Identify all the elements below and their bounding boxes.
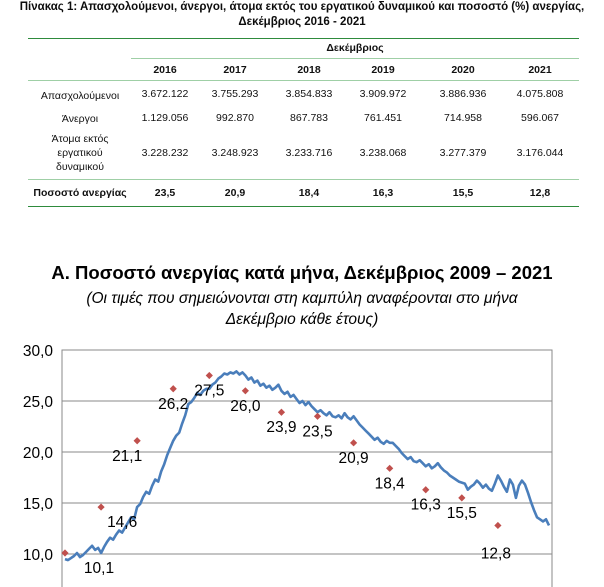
data-label: 12,8 (480, 545, 511, 563)
data-label: 14,6 (107, 514, 138, 532)
row-label: Απασχολούμενοι (40, 90, 120, 102)
december-marker (206, 372, 213, 379)
y-tick-label: 30,0 (22, 343, 53, 360)
december-marker (422, 486, 429, 493)
year-header: 2017 (223, 64, 247, 76)
row-label: Άτομα εκτός (51, 133, 109, 145)
year-header: 2018 (297, 64, 321, 76)
table-cell: 714.958 (444, 112, 482, 124)
year-header: 2016 (153, 64, 177, 76)
y-tick-label: 15,0 (22, 496, 53, 513)
chart-title: Α. Ποσοστό ανεργίας κατά μήνα, Δεκέμβριος 2009 – 2021 (51, 262, 553, 283)
data-label: 21,1 (112, 447, 143, 465)
table-caption (0, 0, 604, 30)
unemployment-line-chart (0, 330, 604, 587)
table-cell: 15,5 (452, 187, 474, 199)
rate-rule (28, 179, 579, 180)
group-header-rule (131, 58, 579, 59)
december-marker (386, 465, 393, 472)
table-top-rule (28, 38, 579, 39)
plot-frame (62, 350, 552, 587)
chart-subtitle-line1: (Οι τιμές που σημειώνονται στη καμπύλη αναφέρονται στο μήνα (86, 290, 518, 307)
table-cell: 3.886.936 (439, 88, 487, 100)
row-label: εργατικού (57, 147, 103, 159)
group-header: Δεκέμβριος (326, 42, 384, 54)
table-cell: 596.067 (521, 112, 559, 124)
table-cell: 761.451 (364, 112, 402, 124)
year-header: 2020 (451, 64, 475, 76)
december-marker (134, 437, 141, 444)
table-cell: 1.129.056 (141, 112, 189, 124)
table-cell: 3.277.379 (439, 147, 487, 159)
table-cell: 3.233.716 (285, 147, 333, 159)
data-label: 26,0 (230, 397, 261, 415)
table-cell: 3.755.293 (211, 88, 259, 100)
december-marker (458, 494, 465, 501)
table-cell: 3.854.833 (285, 88, 333, 100)
december-marker (97, 503, 104, 510)
data-label: 26,2 (158, 395, 189, 413)
table-cell: 18,4 (298, 187, 320, 199)
table-cell: 3.909.972 (359, 88, 407, 100)
december-marker (242, 387, 249, 394)
year-header: 2021 (528, 64, 552, 76)
december-marker (494, 522, 501, 529)
data-label: 16,3 (410, 496, 441, 514)
table-cell: 16,3 (372, 187, 394, 199)
data-label: 10,1 (83, 559, 115, 577)
table-cell: 4.075.808 (516, 88, 564, 100)
row-label: Άνεργοι (61, 113, 99, 125)
row-label: δυναμικού (56, 161, 104, 173)
december-marker (278, 409, 285, 416)
data-label: 23,5 (302, 423, 333, 441)
y-tick-label: 25,0 (22, 394, 53, 411)
table-cell: 992.870 (216, 112, 254, 124)
table-bottom-rule (28, 206, 579, 207)
table-cell: 3.238.068 (359, 147, 407, 159)
december-marker (170, 385, 177, 392)
header-rule (28, 80, 579, 81)
table-caption-line1: Πίνακας 1: Απασχολούμενοι, άνεργοι, άτομα εκτός του εργατικού δυναμικού και ποσοστό (%) ανεργίας, (19, 1, 585, 13)
series-line (65, 371, 549, 563)
table-cell: 3.228.232 (141, 147, 189, 159)
data-label: 18,4 (374, 475, 405, 493)
table-cell: 867.783 (290, 112, 328, 124)
year-header: 2019 (371, 64, 395, 76)
table-cell: 3.248.923 (211, 147, 259, 159)
december-marker (314, 413, 321, 420)
data-label: 15,5 (446, 504, 477, 522)
table-cell: 23,5 (154, 187, 176, 199)
data-label: 20,9 (338, 449, 369, 467)
y-tick-label: 10,0 (22, 547, 53, 564)
table-cell: 12,8 (529, 187, 551, 199)
data-label: 27,5 (194, 382, 225, 400)
table-cell: 3.672.122 (141, 88, 189, 100)
data-label: 23,9 (266, 419, 297, 437)
table-caption-line2: Δεκέμβριος 2016 - 2021 (238, 16, 366, 28)
chart-subtitle-line2: Δεκέμβριο κάθε έτους) (225, 311, 379, 328)
chart-subtitle (0, 288, 604, 330)
y-tick-label: 20,0 (22, 445, 53, 462)
december-marker (350, 439, 357, 446)
table-cell: 20,9 (224, 187, 246, 199)
row-label: Ποσοστό ανεργίας (33, 187, 127, 199)
table-cell: 3.176.044 (516, 147, 564, 159)
